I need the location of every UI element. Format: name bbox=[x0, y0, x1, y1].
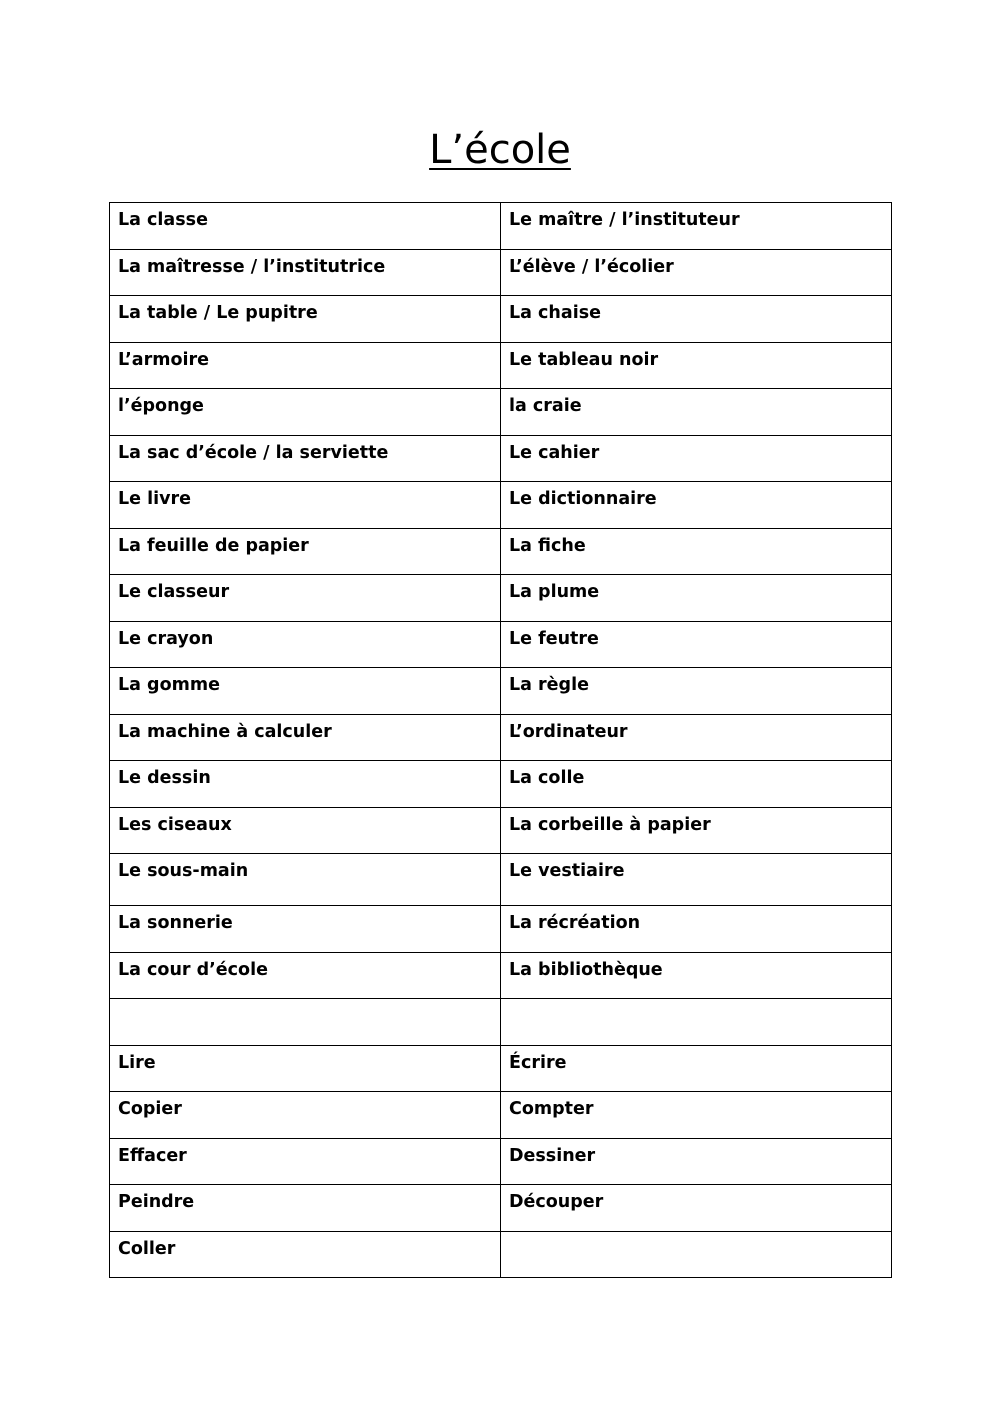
table-cell-right bbox=[501, 999, 892, 1046]
table-cell-left: La maîtresse / l’institutrice bbox=[110, 249, 501, 296]
table-cell-left: l’éponge bbox=[110, 389, 501, 436]
table-cell-left: Les ciseaux bbox=[110, 807, 501, 854]
table-cell-right: Le feutre bbox=[501, 621, 892, 668]
table-row bbox=[110, 1092, 892, 1139]
table-row bbox=[110, 714, 892, 761]
table-row bbox=[110, 249, 892, 296]
page-title: L’école bbox=[429, 127, 571, 173]
table-cell-right: La bibliothèque bbox=[501, 952, 892, 999]
table-cell-right: L’élève / l’écolier bbox=[501, 249, 892, 296]
table-row bbox=[110, 482, 892, 529]
table-row bbox=[110, 296, 892, 343]
table-cell-right: Le tableau noir bbox=[501, 342, 892, 389]
vocabulary-table bbox=[109, 202, 892, 1278]
table-row bbox=[110, 1045, 892, 1092]
table-cell-left: Le sous-main bbox=[110, 854, 501, 906]
table-row bbox=[110, 1185, 892, 1232]
table-cell-right: L’ordinateur bbox=[501, 714, 892, 761]
table-cell-left: La sac d’école / la serviette bbox=[110, 435, 501, 482]
table-cell-right: La règle bbox=[501, 668, 892, 715]
table-cell-right bbox=[501, 1231, 892, 1278]
table-cell-left: La feuille de papier bbox=[110, 528, 501, 575]
table-cell-right: Le dictionnaire bbox=[501, 482, 892, 529]
table-cell-right: Le cahier bbox=[501, 435, 892, 482]
table-row bbox=[110, 906, 892, 953]
table-cell-left: La classe bbox=[110, 203, 501, 250]
table-cell-left: Le classeur bbox=[110, 575, 501, 622]
table-row bbox=[110, 389, 892, 436]
table-cell-right: La chaise bbox=[501, 296, 892, 343]
table-row bbox=[110, 999, 892, 1046]
table-cell-right: la craie bbox=[501, 389, 892, 436]
table-cell-left: La cour d’école bbox=[110, 952, 501, 999]
table-cell-left: Effacer bbox=[110, 1138, 501, 1185]
table-cell-left: La gomme bbox=[110, 668, 501, 715]
table-row bbox=[110, 528, 892, 575]
table-cell-right: Écrire bbox=[501, 1045, 892, 1092]
table-cell-left: La sonnerie bbox=[110, 906, 501, 953]
table-cell-left: Lire bbox=[110, 1045, 501, 1092]
table-row bbox=[110, 435, 892, 482]
table-cell-right: La fiche bbox=[501, 528, 892, 575]
table-cell-right: Compter bbox=[501, 1092, 892, 1139]
table-row bbox=[110, 807, 892, 854]
table-cell-right: La récréation bbox=[501, 906, 892, 953]
table-cell-right: Le maître / l’instituteur bbox=[501, 203, 892, 250]
table-cell-left: Peindre bbox=[110, 1185, 501, 1232]
table-row bbox=[110, 761, 892, 808]
table-row bbox=[110, 575, 892, 622]
table-cell-right: La plume bbox=[501, 575, 892, 622]
table-cell-left bbox=[110, 999, 501, 1046]
table-row bbox=[110, 203, 892, 250]
table-cell-left: L’armoire bbox=[110, 342, 501, 389]
table-cell-right: Le vestiaire bbox=[501, 854, 892, 906]
table-cell-left: Coller bbox=[110, 1231, 501, 1278]
table-row bbox=[110, 952, 892, 999]
table-cell-left: Le dessin bbox=[110, 761, 501, 808]
table-cell-right: La colle bbox=[501, 761, 892, 808]
table-row bbox=[110, 1138, 892, 1185]
table-cell-left: La machine à calculer bbox=[110, 714, 501, 761]
table-cell-left: Copier bbox=[110, 1092, 501, 1139]
table-cell-right: Dessiner bbox=[501, 1138, 892, 1185]
table-row bbox=[110, 1231, 892, 1278]
table-row bbox=[110, 854, 892, 906]
table-row bbox=[110, 621, 892, 668]
table-cell-right: La corbeille à papier bbox=[501, 807, 892, 854]
table-cell-left: La table / Le pupitre bbox=[110, 296, 501, 343]
table-row bbox=[110, 668, 892, 715]
table-cell-left: Le livre bbox=[110, 482, 501, 529]
table-cell-left: Le crayon bbox=[110, 621, 501, 668]
table-row bbox=[110, 342, 892, 389]
table-cell-right: Découper bbox=[501, 1185, 892, 1232]
